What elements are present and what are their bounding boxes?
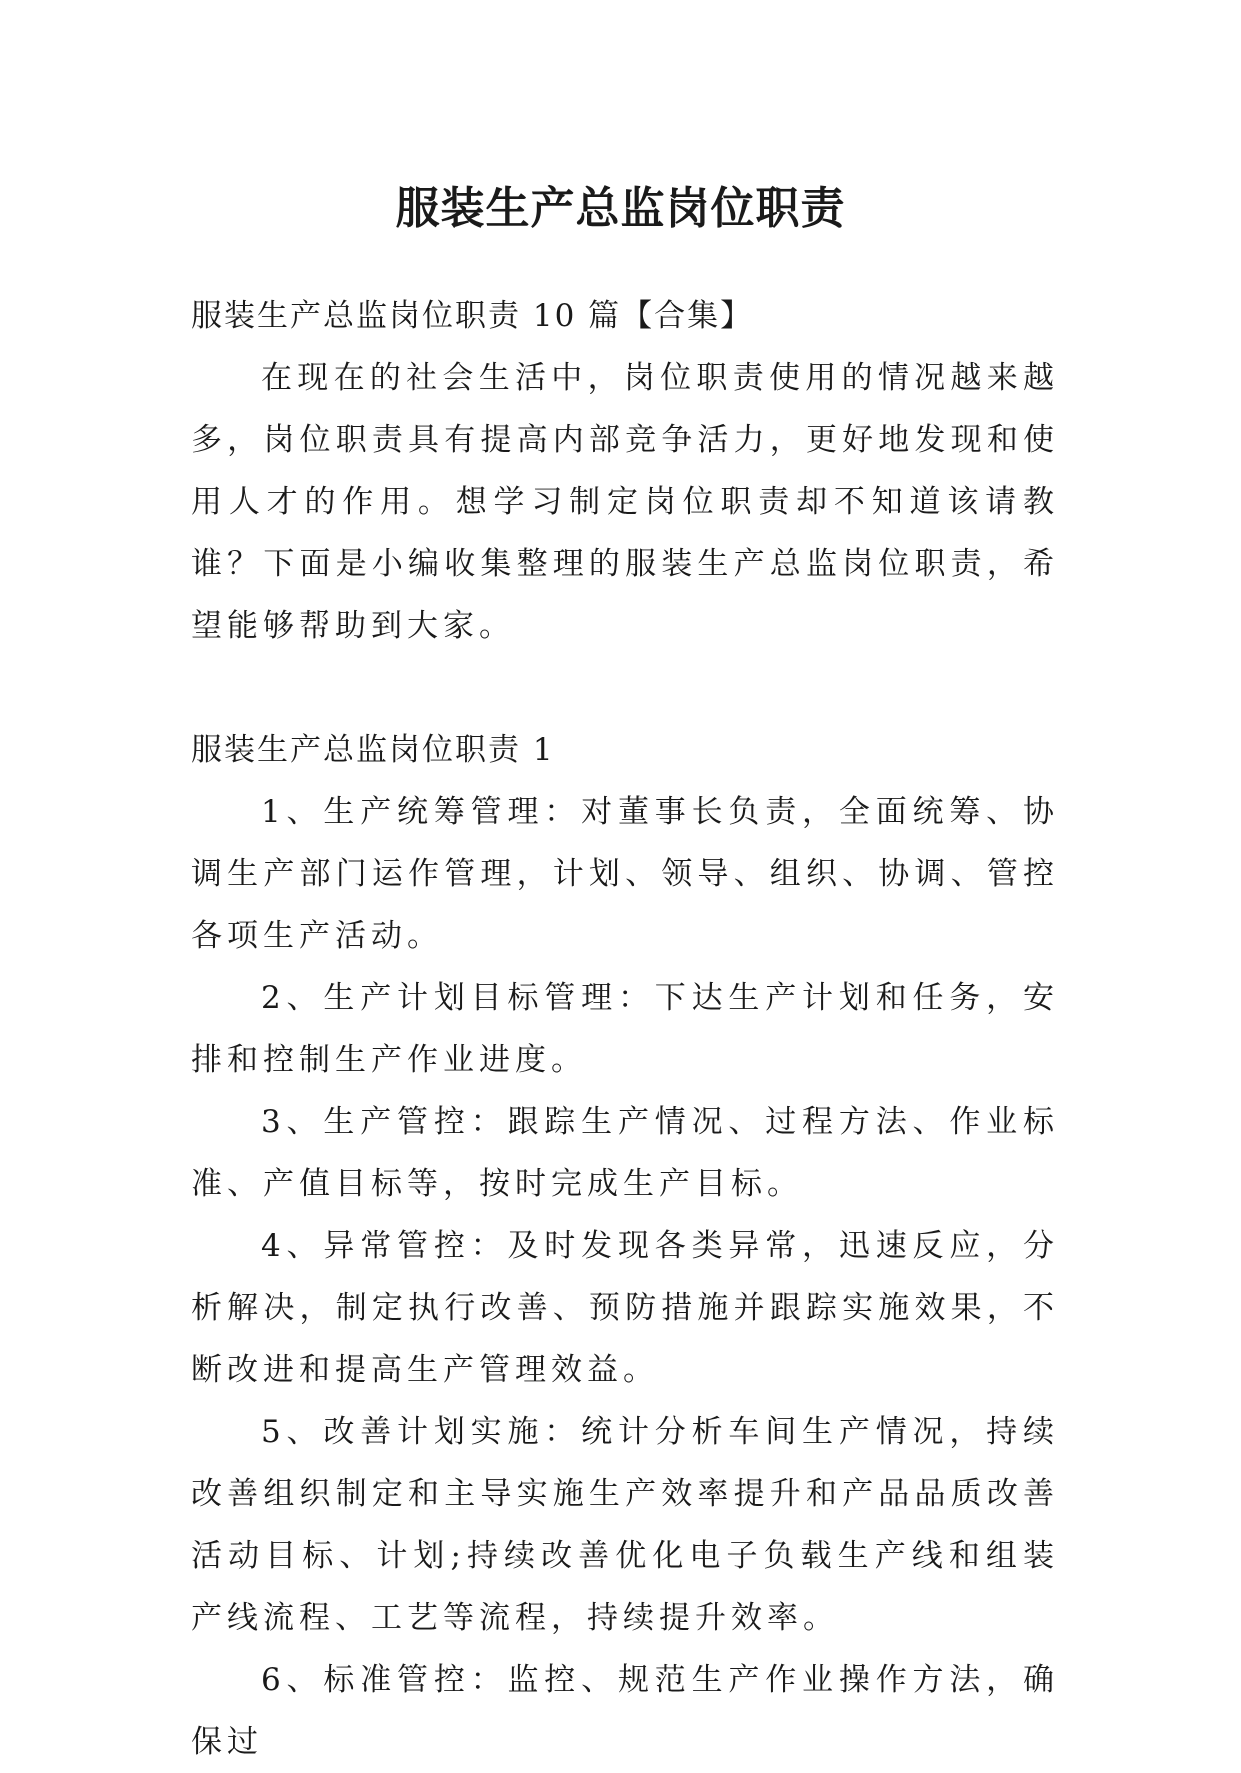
section-heading: 服装生产总监岗位职责 1 — [191, 732, 555, 768]
duty-item-5: 5、改善计划实施：统计分析车间生产情况，持续改善组织制定和主导实施生产效率提升和产品品质改善活动目标、计划;持续改善优化电子负载生产线和组装产线流程、工艺等流程，持续提升效率。 — [191, 1414, 1059, 1636]
duty-item-4: 4、异常管控：及时发现各类异常，迅速反应，分析解决，制定执行改善、预防措施并跟踪实施效果，不断改进和提高生产管理效益。 — [191, 1228, 1059, 1388]
intro-paragraph: 在现在的社会生活中，岗位职责使用的情况越来越多，岗位职责具有提高内部竞争活力，更好地发现和使用人才的作用。想学习制定岗位职责却不知道该请教谁？下面是小编收集整理的服装生产总监岗位职责，希望能够帮助到大家。 — [191, 360, 1059, 644]
duty-item-3: 3、生产管控：跟踪生产情况、过程方法、作业标准、产值目标等，按时完成生产目标。 — [191, 1104, 1059, 1202]
duty-item-1: 1、生产统筹管理：对董事长负责，全面统筹、协调生产部门运作管理，计划、领导、组织、协调、管控各项生产活动。 — [191, 794, 1059, 954]
duty-item-2: 2、生产计划目标管理：下达生产计划和任务，安排和控制生产作业进度。 — [191, 980, 1059, 1078]
document-subtitle: 服装生产总监岗位职责 10 篇【合集】 — [191, 298, 754, 334]
duty-item-6: 6、标准管控：监控、规范生产作业操作方法，确保过 — [191, 1662, 1059, 1760]
document-title: 服装生产总监岗位职责 — [395, 183, 846, 235]
document-body — [191, 285, 1059, 1773]
paragraph-gap — [191, 657, 1059, 719]
